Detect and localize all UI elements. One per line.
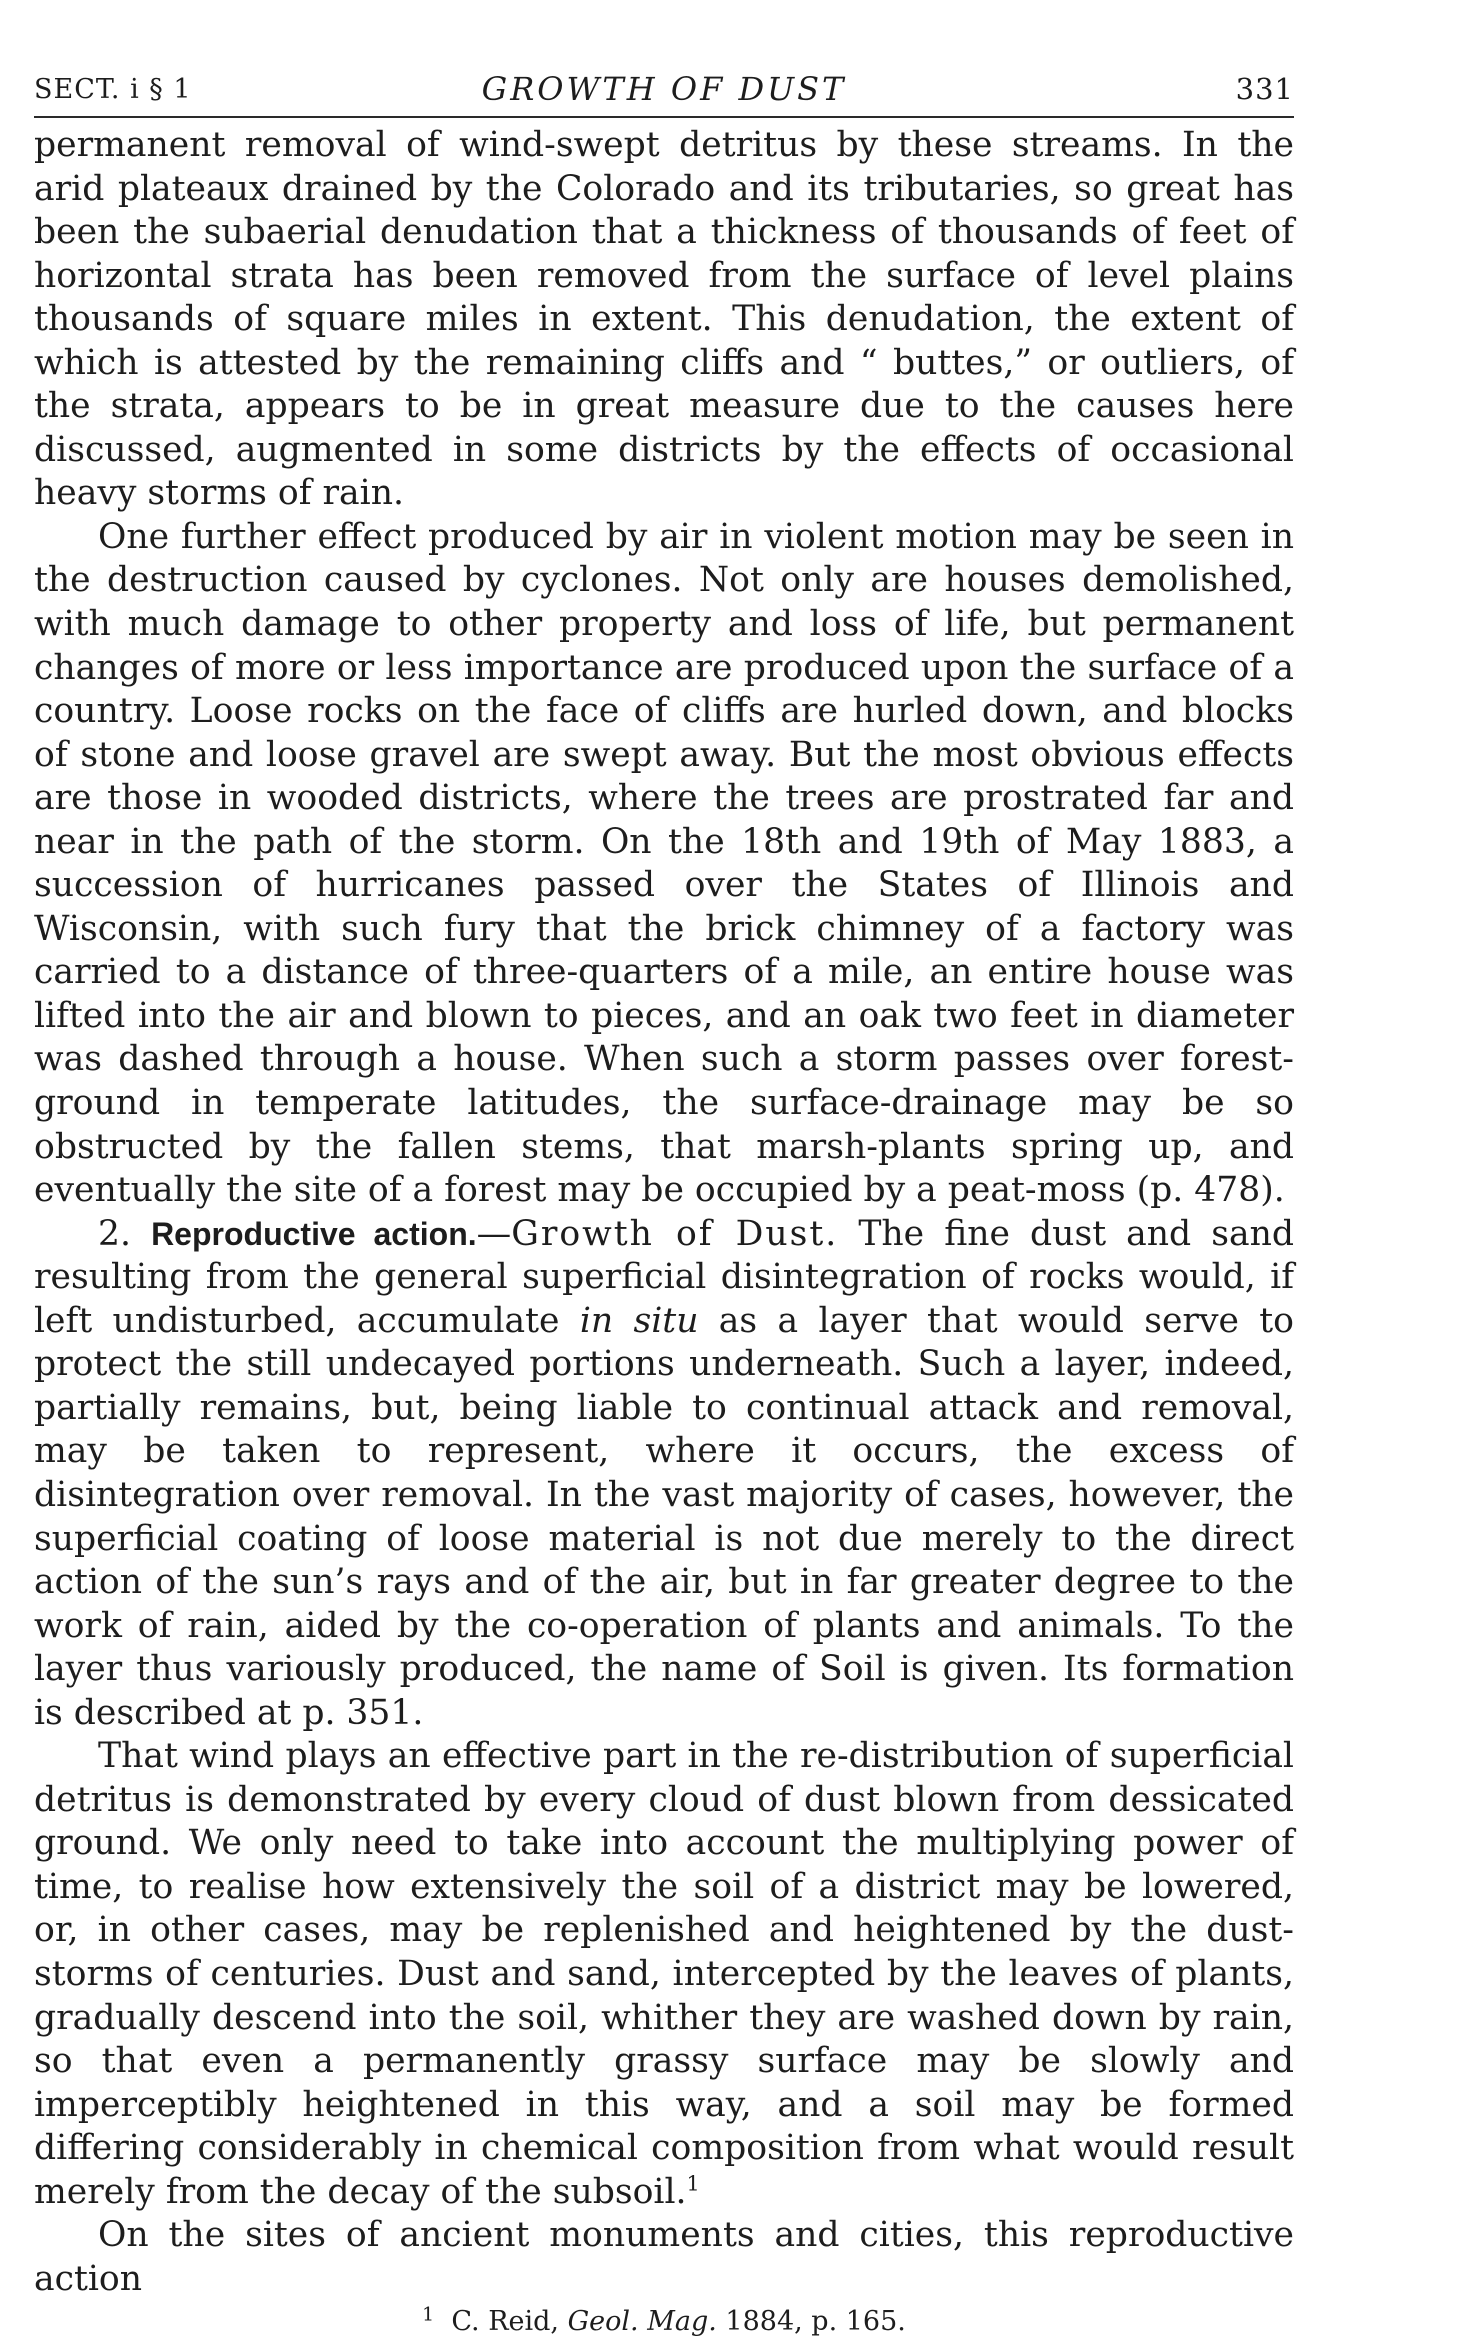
running-head bbox=[34, 70, 1294, 118]
body-text bbox=[34, 124, 1294, 2301]
footnote-author: C. Reid, bbox=[451, 2306, 568, 2338]
paragraph-text: as a layer that would serve to protect the still undecayed portions underneath. Such a layer, indeed, partially remains, but, being liable to continual attack and removal, may be taken to represent, where it occurs, the excess of disintegration over removal. In the vast majority of cases, however, the superficial coating of loose material is not due merely to the direct action of the sun’s rays and of the air, but in far greater degree to the work of rain, aided by the co-operation of plants and animals. To the layer thus variously produced, the name of Soil is given. Its formation is described at p. 351. bbox=[34, 1300, 1294, 1733]
footnote-reference: 1 bbox=[686, 2171, 700, 2196]
paragraph-ancient-sites: On the sites of ancient monuments and cities, this reproductive action bbox=[34, 2215, 1294, 2299]
section-heading: Reproductive action. bbox=[151, 1215, 477, 1252]
footnote-marker: 1 bbox=[422, 2303, 435, 2326]
em-dash: — bbox=[476, 1213, 512, 1254]
paragraph-continuation: permanent removal of wind-swept detritus by these streams. In the arid plateaux drained by the Colorado and its tributaries, so great has been the subaerial denudation that a thickness of thousands of feet of horizontal strata has been removed from the surface of level plains thousands of square miles in extent. This denudation, the extent of which is attested by the remaining cliffs and “ buttes,” or outliers, of the strata, appears to be in great measure due to the causes here discussed, augmented in some districts by the effects of occasional heavy storms of rain. bbox=[34, 125, 1294, 514]
italic-term: in situ bbox=[579, 1300, 699, 1341]
paragraph-reproductive-action bbox=[34, 1213, 1294, 1736]
section-number: 2. bbox=[98, 1213, 131, 1254]
footnote bbox=[34, 2305, 1294, 2339]
page bbox=[34, 70, 1294, 2339]
footnote-details: 1884, p. 165. bbox=[716, 2306, 906, 2338]
running-title: GROWTH OF DUST bbox=[481, 70, 847, 108]
paragraph-text: That wind plays an effective part in the re-distribution of superficial detritus is demonstrated by every cloud of dust blown from dessicated ground. We only need to take into account the multiplying power of time, to realise how extensively the soil of a district may be lowered, or, in other cases, may be replenished and heightened by the dust-storms of centuries. Dust and sand, intercepted by the leaves of plants, gradually descend into the soil, whither they are washed down by rain, so that even a permanently grassy surface may be slowly and imperceptibly heightened in this way, and a soil may be formed differing considerably in chemical composition from what would result merely from the decay of the subsoil. bbox=[34, 1736, 1294, 2212]
paragraph-wind bbox=[34, 1735, 1294, 2214]
subsection-heading: Growth of Dust. bbox=[511, 1213, 839, 1254]
paragraph-text: The fine dust and sand resulting from the general superficial disintegration of rocks would, if left undisturbed, accumulate bbox=[34, 1213, 1294, 1341]
page-number: 331 bbox=[1235, 72, 1294, 106]
section-reference: SECT. i § 1 bbox=[34, 74, 192, 105]
paragraph-cyclones: One further effect produced by air in violent motion may be seen in the destruction caused by cyclones. Not only are houses demolished, with much damage to other property and loss of life, but permanent changes of more or less importance are produced upon the surface of a country. Loose rocks on the face of cliffs are hurled down, and blocks of stone and loose gravel are swept away. But the most obvious effects are those in wooded districts, where the trees are prostrated far and near in the path of the storm. On the 18th and 19th of May 1883, a succession of hurricanes passed over the States of Illinois and Wisconsin, with such fury that the brick chimney of a factory was carried to a distance of three-quarters of a mile, an entire house was lifted into the air and blown to pieces, and an oak two feet in diameter was dashed through a house. When such a storm passes over forest-ground in temperate latitudes, the surface-drainage may be so obstructed by the fallen stems, that marsh-plants spring up, and eventually the site of a forest may be occupied by a peat-moss (p. 478). bbox=[34, 516, 1294, 1211]
footnote-journal: Geol. Mag. bbox=[567, 2306, 717, 2338]
